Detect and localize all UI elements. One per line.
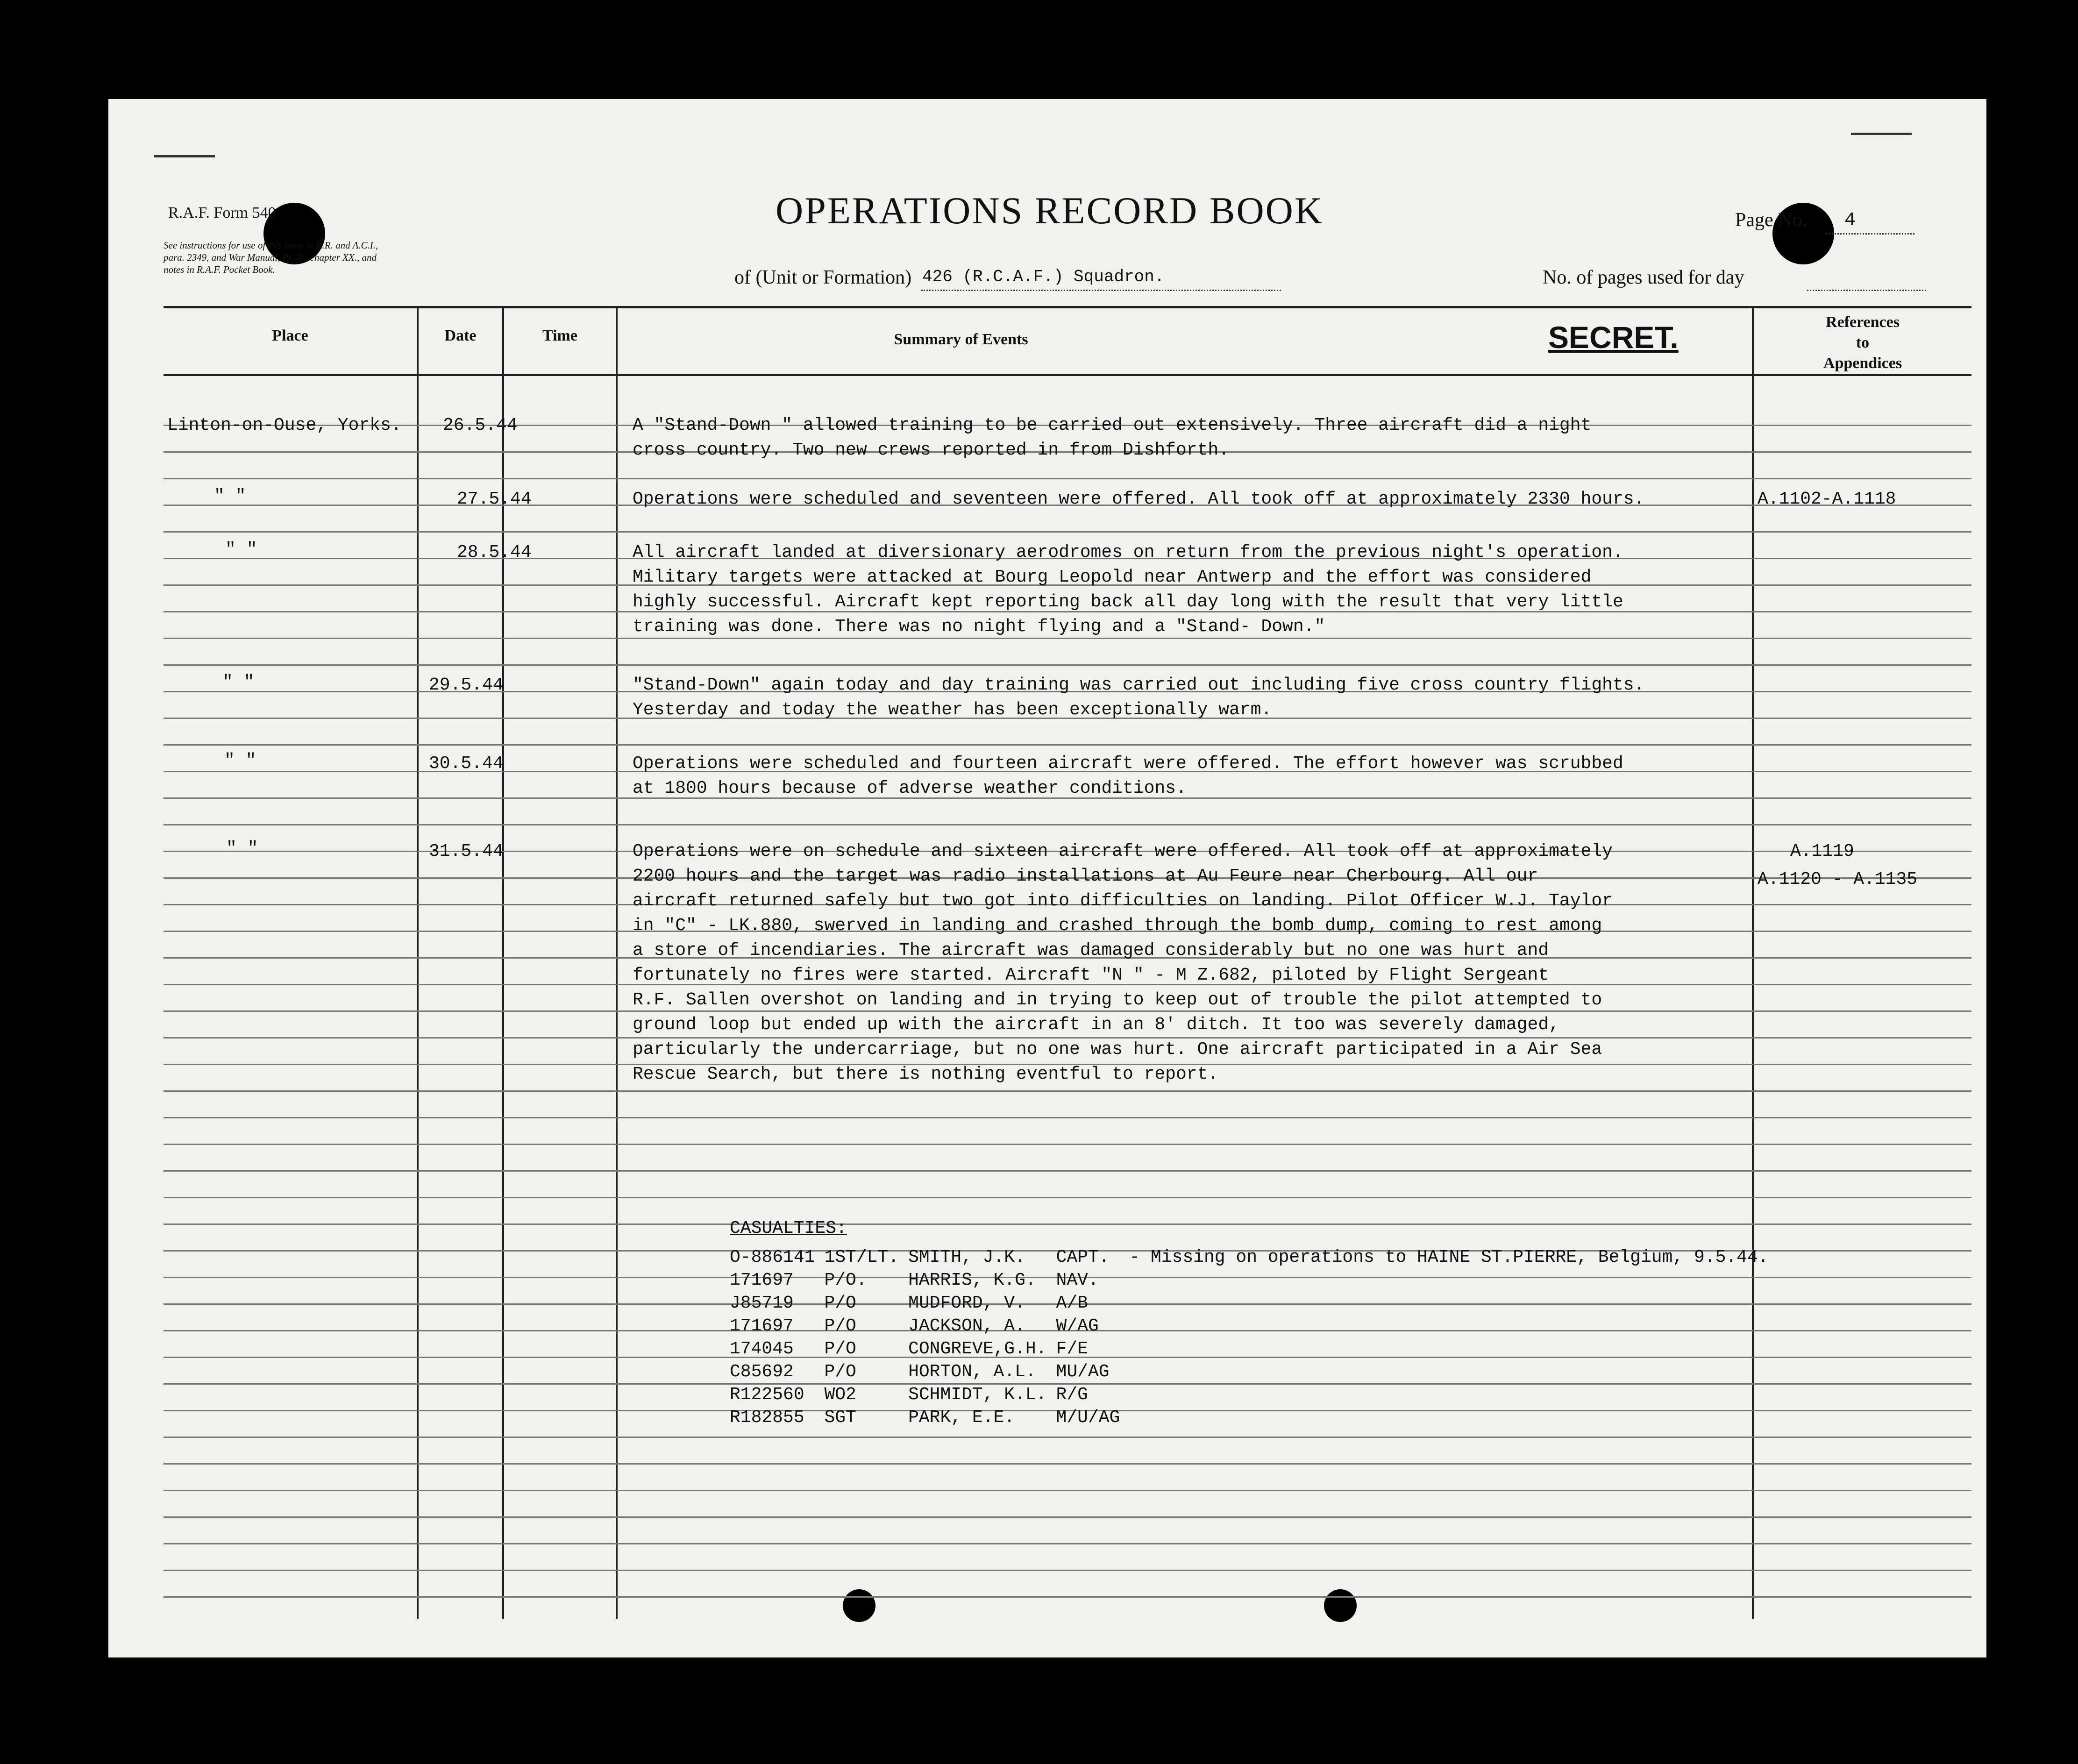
rank: P/O — [824, 1293, 856, 1313]
service-number: 174045 — [730, 1339, 794, 1359]
service-number: J85719 — [730, 1293, 794, 1313]
casualty-note — [1129, 1315, 1778, 1337]
form-id: R.A.F. Form 540 — [168, 204, 276, 221]
summary-line: aircraft returned safely but two got into difficulties on landing. Pilot Officer W.J. Taylor — [633, 891, 1613, 911]
summary-line: cross country. Two new crews reported in from Dishforth. — [633, 440, 1230, 460]
column-header-references — [1754, 312, 1971, 374]
casualty-name: JACKSON, A. — [908, 1316, 1025, 1336]
table-row — [730, 1406, 1778, 1429]
edge-mark — [154, 155, 215, 157]
column-divider — [616, 306, 618, 1619]
column-divider — [417, 306, 419, 1619]
page-number-value: 4 — [1844, 210, 1856, 231]
casualty-note — [1129, 1383, 1778, 1406]
summary-line: fortunately no fires were started. Aircraft "N " - M Z.682, piloted by Flight Sergeant — [633, 965, 1549, 985]
summary-line: a store of incendiaries. The aircraft was damaged considerably but no one was hurt and — [633, 940, 1549, 960]
pages-used-label: No. of pages used for day — [1543, 267, 1744, 288]
casualty-note — [1129, 1406, 1778, 1429]
entry-summary — [633, 540, 1623, 639]
crew-role: M/U/AG — [1056, 1408, 1120, 1428]
rank: 1ST/LT. — [824, 1247, 899, 1267]
summary-line: R.F. Sallen overshot on landing and in trying to keep out of trouble the pilot attempted to — [633, 990, 1602, 1010]
entry-summary — [633, 487, 1644, 512]
unit-field — [921, 267, 1281, 291]
rank: P/O — [824, 1316, 856, 1336]
casualty-name: SMITH, J.K. — [908, 1247, 1025, 1267]
rank: P/O. — [824, 1270, 867, 1290]
page-number-field — [1826, 210, 1914, 235]
casualty-name: PARK, E.E. — [908, 1408, 1015, 1428]
summary-line: Operations were scheduled and fourteen aircraft were offered. The effort however was scrubbed — [633, 754, 1623, 774]
rank: P/O — [824, 1339, 856, 1359]
entry-summary — [633, 413, 1591, 462]
unit-label: of (Unit or Formation) — [734, 267, 912, 288]
table-row — [730, 1269, 1778, 1292]
entry-summary — [633, 751, 1623, 801]
summary-line: particularly the undercarriage, but no one was hurt. One aircraft participated in a Air Sea — [633, 1039, 1602, 1060]
casualty-note — [1129, 1360, 1778, 1383]
entry-date: 28.5.44 — [457, 542, 532, 562]
crew-role: A/B — [1056, 1293, 1088, 1313]
instruction-line: See instructions for use of this form in K.R. and A.C.I., — [164, 240, 378, 251]
casualty-name: CONGREVE,G.H. — [908, 1339, 1047, 1359]
entry-date: 27.5.44 — [457, 489, 532, 509]
appendix-reference: A.1119 — [1790, 841, 1854, 861]
rank: WO2 — [824, 1385, 856, 1405]
entry-place: " " — [214, 486, 246, 506]
casualties-table — [730, 1246, 1778, 1429]
summary-line: highly successful. Aircraft kept reporting back all day long with the result that very little — [633, 592, 1623, 612]
entry-summary — [633, 839, 1613, 1087]
crew-role: NAV. — [1056, 1270, 1099, 1290]
summary-line: "Stand-Down" again today and day training was carried out including five cross country flights. — [633, 675, 1645, 695]
crew-role: W/AG — [1056, 1316, 1099, 1336]
secret-stamp: SECRET. — [1548, 320, 1679, 355]
casualty-note — [1129, 1292, 1778, 1315]
service-number: R122560 — [730, 1385, 804, 1405]
references-header-line: References — [1826, 313, 1900, 331]
table-row — [730, 1292, 1778, 1315]
appendix-reference: A.1120 - A.1135 — [1758, 869, 1918, 889]
summary-line: 2200 hours and the target was radio installations at Au Feure near Cherbourg. All our — [633, 866, 1538, 886]
binder-hole-bottom-left — [843, 1589, 875, 1622]
entry-date: 29.5.44 — [429, 675, 504, 695]
summary-line: Rescue Search, but there is nothing eventful to report. — [633, 1064, 1219, 1084]
table-row — [730, 1337, 1778, 1360]
service-number: 171697 — [730, 1270, 794, 1290]
casualties-heading: CASUALTIES: — [730, 1218, 847, 1238]
unit-value: 426 (R.C.A.F.) Squadron. — [922, 267, 1165, 286]
binder-hole-bottom-right — [1324, 1589, 1357, 1622]
crew-role: R/G — [1056, 1385, 1088, 1405]
summary-line: All aircraft landed at diversionary aerodromes on return from the previous night's operation. — [633, 542, 1623, 562]
service-number: R182855 — [730, 1408, 804, 1428]
summary-line: ground loop but ended up with the aircraft in an 8' ditch. It too was severely damaged, — [633, 1015, 1559, 1035]
rank: SGT — [824, 1408, 856, 1428]
column-header-date: Date — [444, 327, 477, 344]
form-instructions — [164, 239, 378, 276]
entry-date: 26.5.44 — [443, 415, 518, 435]
summary-line: Operations were scheduled and seventeen were offered. All took off at approximately 2330 hours. — [633, 489, 1645, 509]
edge-mark — [1851, 133, 1912, 135]
entry-date: 30.5.44 — [429, 754, 504, 774]
summary-line: A "Stand-Down " allowed training to be carried out extensively. Three aircraft did a night — [633, 415, 1592, 435]
table-row — [730, 1246, 1778, 1269]
summary-line: Operations were on schedule and sixteen aircraft were offered. All took off at approximately — [633, 841, 1613, 861]
table-row — [730, 1383, 1778, 1406]
summary-line: at 1800 hours because of adverse weather conditions. — [633, 778, 1187, 798]
entry-place: " " — [226, 839, 258, 859]
table-row — [730, 1315, 1778, 1337]
record-sheet — [108, 99, 1986, 1657]
column-header-time: Time — [542, 327, 577, 344]
casualty-name: HORTON, A.L. — [908, 1362, 1036, 1382]
references-header-line: to — [1856, 334, 1870, 351]
casualty-note — [1129, 1337, 1778, 1360]
table-top-border — [164, 306, 1971, 308]
header-bottom-border — [164, 374, 1971, 376]
instruction-line: notes in R.A.F. Pocket Book. — [164, 264, 275, 275]
references-header-line: Appendices — [1823, 355, 1902, 372]
service-number: O-886141 — [730, 1247, 815, 1267]
entry-place: Linton-on-Ouse, Yorks. — [167, 415, 402, 435]
summary-line: Military targets were attacked at Bourg Leopold near Antwerp and the effort was considered — [633, 567, 1592, 587]
summary-line: Yesterday and today the weather has been exceptionally warm. — [633, 700, 1272, 720]
crew-role: CAPT. — [1056, 1247, 1110, 1267]
page-title: OPERATIONS RECORD BOOK — [776, 189, 1324, 232]
crew-role: MU/AG — [1056, 1362, 1110, 1382]
column-header-place: Place — [272, 327, 308, 344]
instruction-line: para. 2349, and War Manual, Pt. II., chapter XX., and — [164, 252, 377, 263]
table-row — [730, 1360, 1778, 1383]
casualty-note — [1129, 1269, 1778, 1292]
rank: P/O — [824, 1362, 856, 1382]
entry-place: " " — [224, 751, 256, 771]
entry-place: " " — [222, 672, 255, 692]
appendix-reference: A.1102-A.1118 — [1758, 489, 1896, 509]
crew-role: F/E — [1056, 1339, 1088, 1359]
casualty-name: MUDFORD, V. — [908, 1293, 1025, 1313]
service-number: C85692 — [730, 1362, 794, 1382]
summary-line: in "C" - LK.880, swerved in landing and crashed through the bomb dump, coming to rest among — [633, 916, 1602, 936]
casualty-note: - Missing on operations to HAINE ST.PIERRE, Belgium, 9.5.44. — [1129, 1247, 1769, 1267]
column-header-summary: Summary of Events — [894, 331, 1028, 348]
pages-used-field — [1807, 267, 1926, 291]
casualty-name: SCHMIDT, K.L. — [908, 1385, 1047, 1405]
casualty-name: HARRIS, K.G. — [908, 1270, 1036, 1290]
entry-place: " " — [225, 540, 257, 560]
summary-line: training was done. There was no night flying and a "Stand- Down." — [633, 617, 1325, 637]
entry-date: 31.5.44 — [429, 841, 504, 861]
entry-summary — [633, 673, 1644, 722]
page-number-label: Page No. — [1735, 209, 1807, 231]
service-number: 171697 — [730, 1316, 794, 1336]
